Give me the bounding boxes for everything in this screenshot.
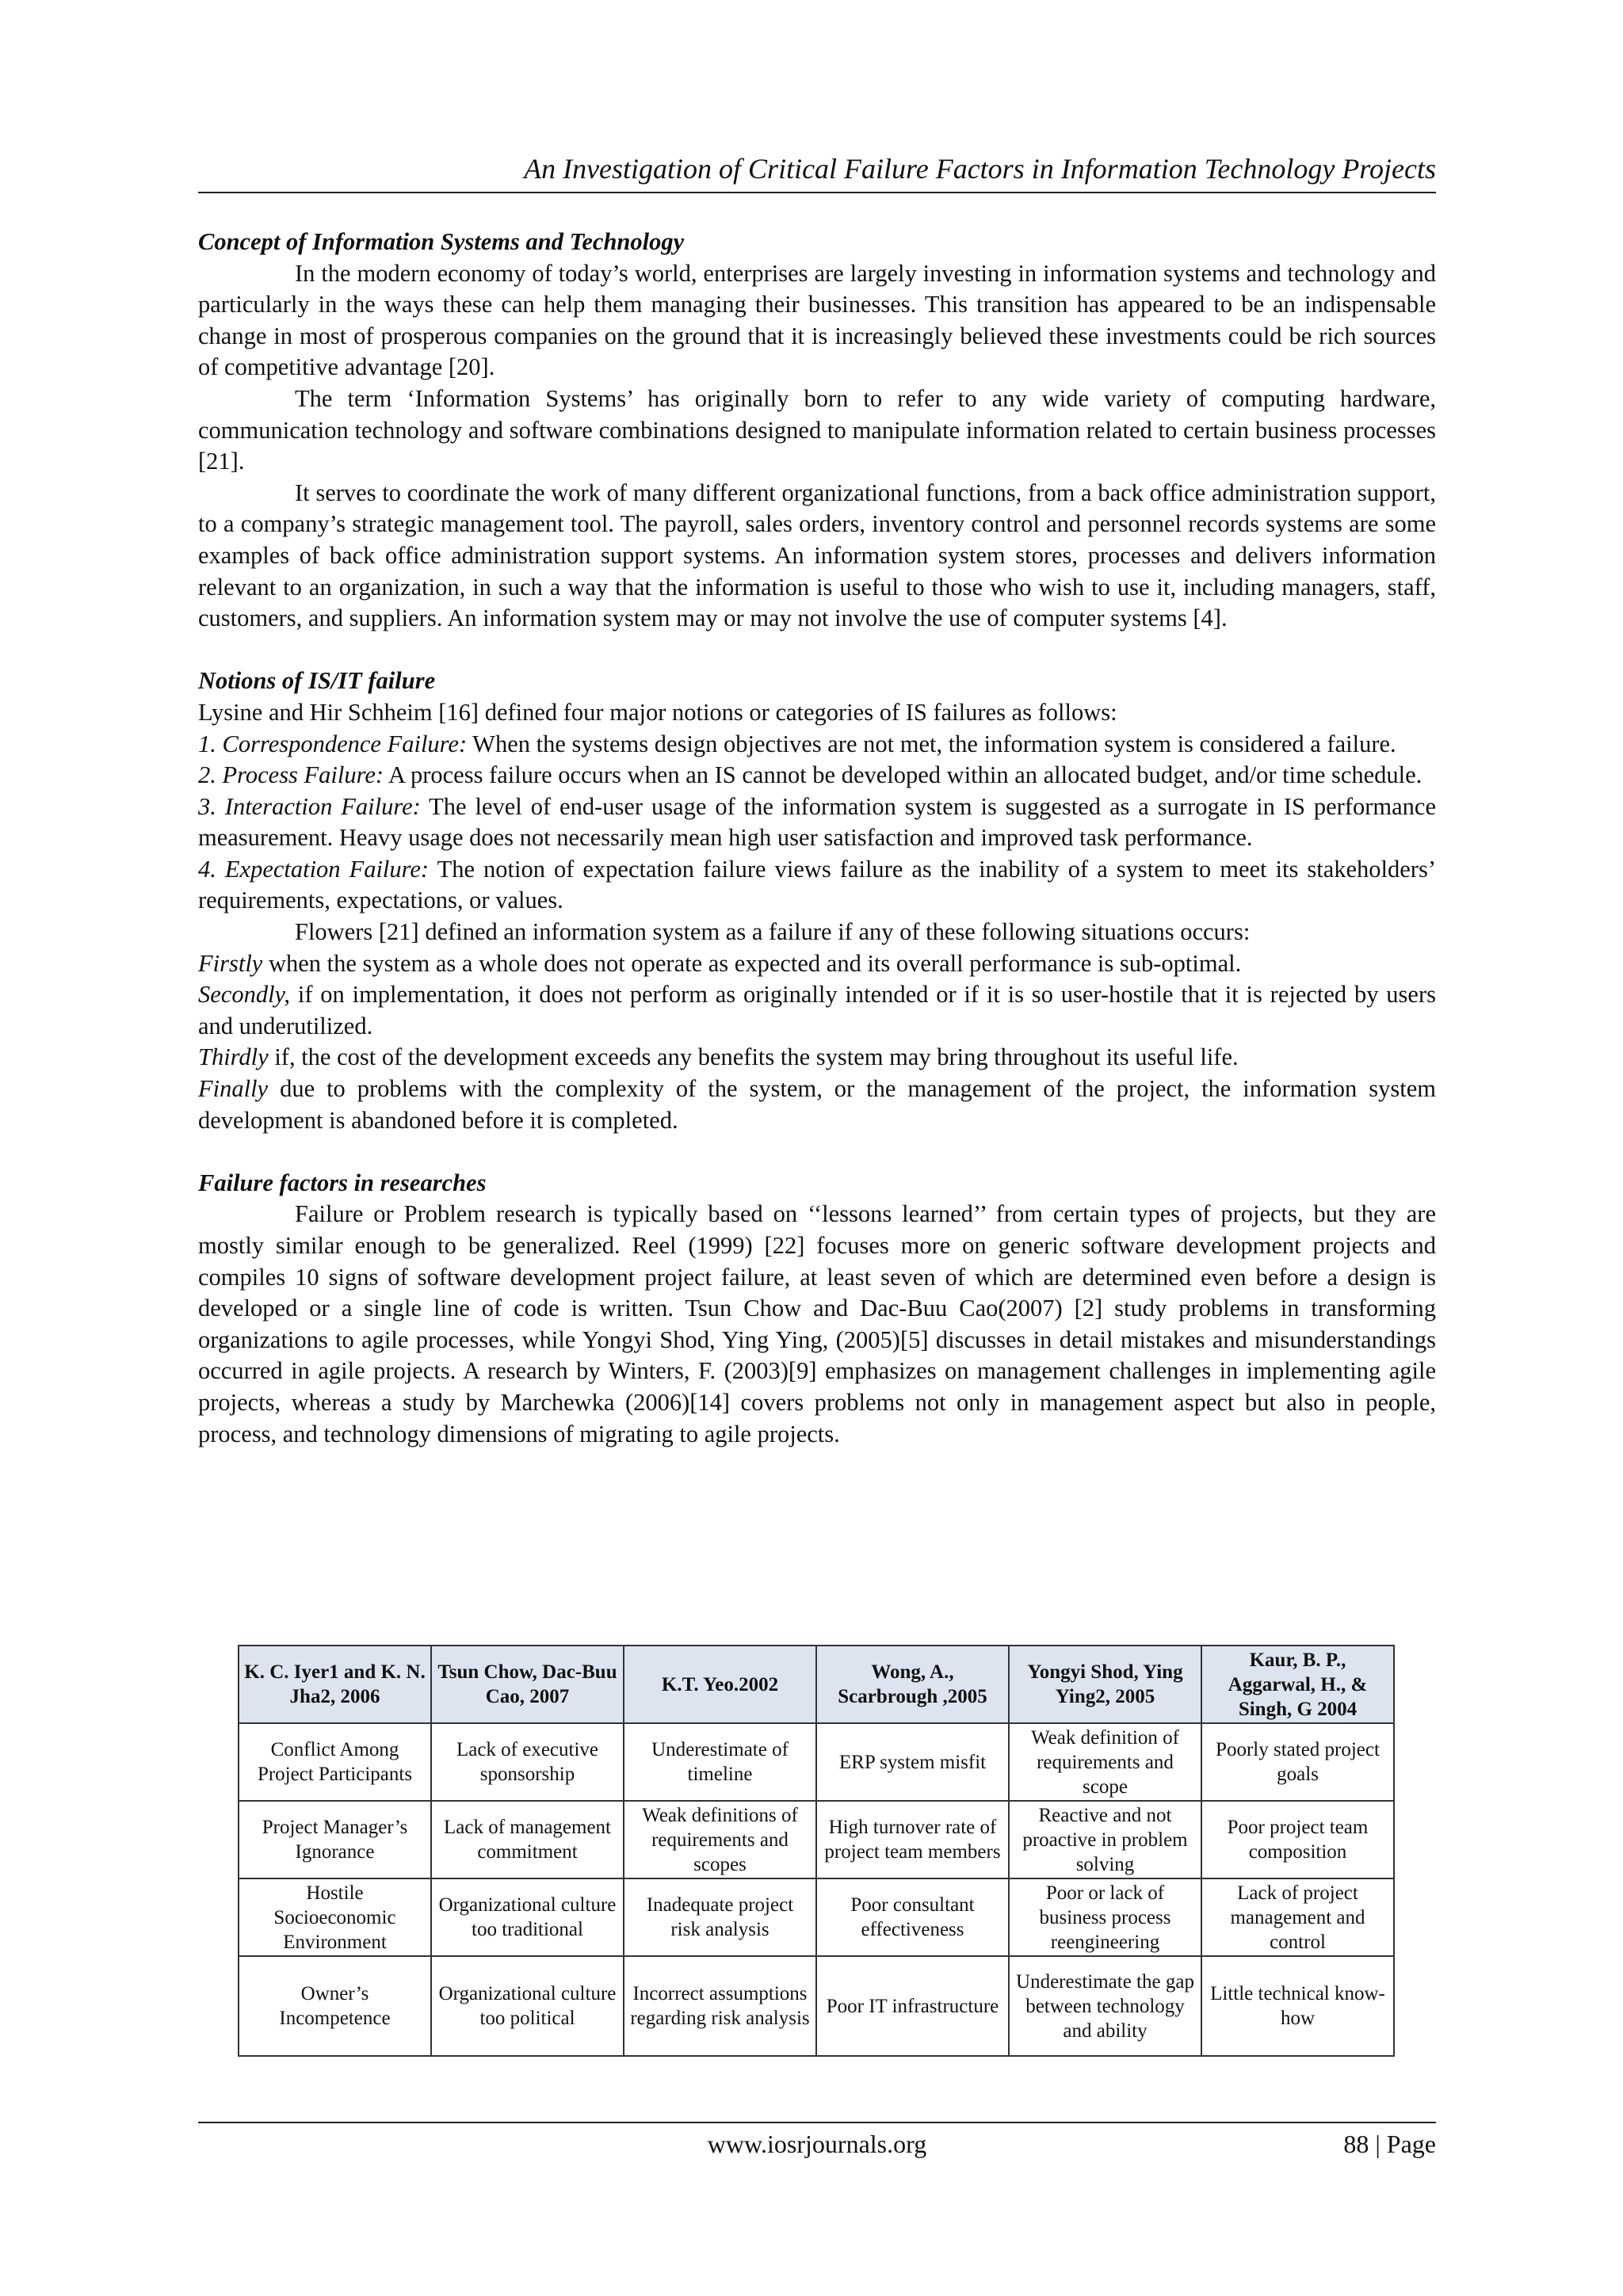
- situation-item: [198, 979, 1436, 1042]
- item-label: 2. Process Failure:: [198, 761, 384, 789]
- item-text: if, the cost of the development exceeds any benefits the system may bring throughout its useful life.: [268, 1043, 1239, 1071]
- table-row: [239, 1801, 1394, 1878]
- table-cell: Weak definitions of requirements and scopes: [624, 1801, 816, 1878]
- table-header-cell: Yongyi Shod, Ying Ying2, 2005: [1009, 1646, 1201, 1723]
- header-rule: [198, 192, 1436, 193]
- table-header-cell: Tsun Chow, Dac-Buu Cao, 2007: [431, 1646, 624, 1723]
- table-cell: Poor consultant effectiveness: [816, 1878, 1009, 1956]
- table-cell: Project Manager’s Ignorance: [239, 1801, 431, 1878]
- table-cell: ERP system misfit: [816, 1723, 1009, 1801]
- table-row: [239, 1723, 1394, 1801]
- item-label: Finally: [198, 1075, 269, 1103]
- item-text: The notion of expectation failure views failure as the inability of a system to meet its stakeholders’ requirements, expectations, or values.: [198, 855, 1436, 914]
- section-heading-factors: Failure factors in researches: [198, 1169, 487, 1196]
- section-heading-notions: Notions of IS/IT failure: [198, 667, 436, 695]
- journal-url: www.iosrjournals.org: [707, 2130, 927, 2158]
- table-cell: Owner’s Incompetence: [239, 1956, 431, 2056]
- table-row: [239, 1956, 1394, 2056]
- table-cell: Lack of project management and control: [1201, 1878, 1394, 1956]
- item-text: The level of end-user usage of the information system is suggested as a surrogate in IS performance measurement. Heavy usage does not necessarily mean high user satisfaction and improved task performance.: [198, 792, 1436, 852]
- item-label: 1. Correspondence Failure:: [198, 730, 468, 757]
- table-cell: Incorrect assumptions regarding risk analysis: [624, 1956, 816, 2056]
- table-cell: Poor project team composition: [1201, 1801, 1394, 1878]
- table-header-cell: K. C. Iyer1 and K. N. Jha2, 2006: [239, 1646, 431, 1723]
- failure-factors-table: [238, 1645, 1395, 2057]
- item-text: A process failure occurs when an IS cannot be developed within an allocated budget, and/or time schedule.: [384, 761, 1423, 789]
- item-text: When the systems design objectives are not met, the information system is considered a failure.: [467, 730, 1396, 757]
- situation-item: [198, 948, 1436, 980]
- item-text: due to problems with the complexity of the system, or the management of the project, the information system development is abandoned before it is completed.: [198, 1075, 1436, 1134]
- table-cell: Weak definition of requirements and scope: [1009, 1723, 1201, 1801]
- table-cell: Lack of executive sponsorship: [431, 1723, 624, 1801]
- table-header-row: [239, 1646, 1394, 1723]
- paragraph: Flowers [21] defined an information system as a failure if any of these following situations occurs:: [295, 918, 1251, 946]
- table-cell: Hostile Socioeconomic Environment: [239, 1878, 431, 1956]
- table-cell: Organizational culture too traditional: [431, 1878, 624, 1956]
- table-cell: Poor IT infrastructure: [816, 1956, 1009, 2056]
- table-cell: Lack of management commitment: [431, 1801, 624, 1878]
- item-label: 3. Interaction Failure:: [198, 792, 421, 820]
- paragraph: It serves to coordinate the work of many different organizational functions, from a back office administration support, to a company’s strategic management tool. The payroll, sales orders, inventory control and personnel records systems are some examples of back office administration support systems. An information system stores, processes and delivers information relevant to an organization, in such a way that the information is useful to those who wish to use it, including managers, staff, customers, and suppliers. An information system may or may not involve the use of computer systems [4].: [198, 479, 1436, 632]
- failure-notion-item: [198, 760, 1436, 791]
- item-label: Secondly,: [198, 981, 291, 1009]
- item-text: if on implementation, it does not perform as originally intended or if it is so user-hostile that it is rejected by users and underutilized.: [198, 981, 1436, 1039]
- page-number: 88 | Page: [1343, 2130, 1436, 2158]
- table-cell: Underestimate the gap between technology and ability: [1009, 1956, 1201, 2056]
- table-cell: Conflict Among Project Participants: [239, 1723, 431, 1801]
- failure-notion-item: [198, 854, 1436, 917]
- situation-item: [198, 1074, 1436, 1136]
- table-row: [239, 1878, 1394, 1956]
- table-cell: Little technical know-how: [1201, 1956, 1394, 2056]
- table-cell: Inadequate project risk analysis: [624, 1878, 816, 1956]
- paragraph: Lysine and Hir Schheim [16] defined four major notions or categories of IS failures as follows:: [198, 698, 1117, 726]
- section-heading-concept: Concept of Information Systems and Technology: [198, 228, 685, 255]
- table-cell: Organizational culture too political: [431, 1956, 624, 2056]
- paragraph: In the modern economy of today’s world, enterprises are largely investing in information systems and technology and particularly in the ways these can help them managing their businesses. This transition has appeared to be an indispensable change in most of prosperous companies on the ground that it is increasingly believed these investments could be rich sources of competitive advantage [20].: [198, 259, 1436, 381]
- article-body: [198, 227, 1436, 1450]
- footer-rule: [198, 2122, 1436, 2123]
- item-label: Thirdly: [198, 1043, 269, 1071]
- table-cell: Poor or lack of business process reengineering: [1009, 1878, 1201, 1956]
- table-header-cell: K.T. Yeo.2002: [624, 1646, 816, 1723]
- table-cell: Reactive and not proactive in problem solving: [1009, 1801, 1201, 1878]
- item-label: Firstly: [198, 949, 263, 977]
- table-header-cell: Kaur, B. P., Aggarwal, H., & Singh, G 2004: [1201, 1646, 1394, 1723]
- table-cell: Underestimate of timeline: [624, 1723, 816, 1801]
- situation-item: [198, 1042, 1436, 1074]
- item-text: when the system as a whole does not operate as expected and its overall performance is sub-optimal.: [262, 949, 1242, 977]
- running-head: An Investigation of Critical Failure Factors in Information Technology Projects: [524, 153, 1436, 185]
- paragraph: The term ‘Information Systems’ has originally born to refer to any wide variety of computing hardware, communication technology and software combinations designed to manipulate information related to certain business processes [21].: [198, 384, 1436, 475]
- failure-notion-item: [198, 729, 1436, 761]
- table-cell: Poorly stated project goals: [1201, 1723, 1394, 1801]
- table-header-cell: Wong, A., Scarbrough ,2005: [816, 1646, 1009, 1723]
- failure-notion-item: [198, 791, 1436, 854]
- table-cell: High turnover rate of project team members: [816, 1801, 1009, 1878]
- paragraph: Failure or Problem research is typically based on ‘‘lessons learned’’ from certain types of projects, but they are mostly similar enough to be generalized. Reel (1999) [22] focuses more on generic software development projects and compiles 10 signs of software development project failure, at least seven of which are determined even before a design is developed or a single line of code is written. Tsun Chow and Dac-Buu Cao(2007) [2] study problems in transforming organizations to agile processes, while Yongyi Shod, Ying Ying, (2005)[5] discusses in detail mistakes and misunderstandings occurred in agile projects. A research by Winters, F. (2003)[9] emphasizes on management challenges in implementing agile projects, whereas a study by Marchewka (2006)[14] covers problems not only in management aspect but also in people, process, and technology dimensions of migrating to agile projects.: [198, 1200, 1436, 1447]
- item-label: 4. Expectation Failure:: [198, 855, 430, 883]
